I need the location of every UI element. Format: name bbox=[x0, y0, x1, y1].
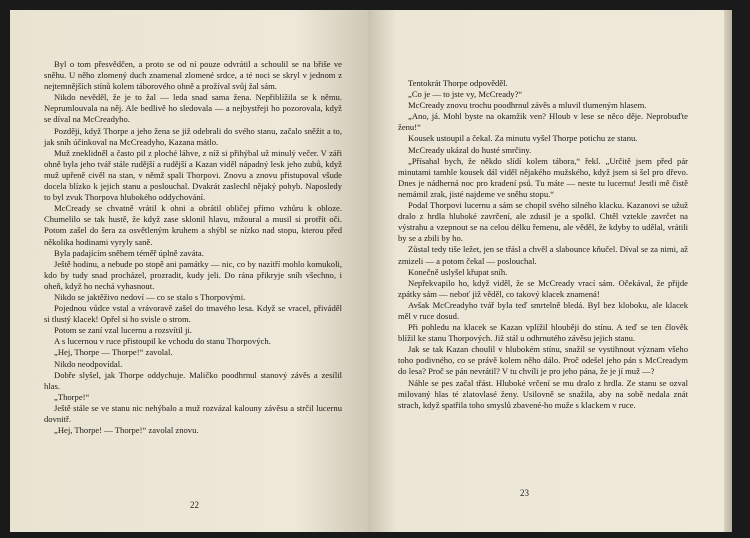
paragraph: „Ano, já. Mohl byste na okamžik ven? Hloub v lese se něco děje. Neprobuďte ženu!“ bbox=[398, 111, 688, 133]
paragraph: Zůstal tedy tiše ležet, jen se třásl a chvěl a slabounce kňučel. Díval se za nimi, až zmizeli — a potom čekal — poslouchal. bbox=[398, 244, 688, 266]
paragraph: Pojednou vůdce vstal a vrávoravě zašel do tmavého lesa. Když se vracel, přiváděl si tlustý klacek! Opřel si ho svisle o strom. bbox=[44, 303, 342, 325]
right-page bbox=[368, 10, 732, 532]
paragraph: „Thorpe!“ bbox=[54, 391, 90, 402]
paragraph: Podal Thorpovi lucernu a sám se chopil svého silného klacku. Kazanovi se užuž dralo z hrdla hluboké zavrčení, ale zdusil je a spolkl. Chtěl vztekle zavrčet na výstrahu a vzepnout se na celou délku řemenu, ale věděl, že kdyby to udělal, vrátili by se a zbili by ho. bbox=[398, 200, 688, 244]
paragraph: Jak se tak Kazan choulil v hlubokém stínu, snažil se vystihnout význam všeho toho podivného, co se právě kolem něho dálo. Proč odešel jeho pán s McCreadym do lesa? Proč se pán nevrátil? V tu chvíli je pro jeho pána, že je jí muž —? bbox=[398, 344, 688, 377]
paragraph: Ještě hodinu, a nebude po stopě ani památky — nic, co by nazítří mohlo komukoli, kdo by tudy snad procházel, prozradit, kudy jeli. Do rána přikryje sníh všechno, i oheň, když ho nechá vyhasnout. bbox=[44, 258, 342, 291]
left-page-text bbox=[44, 59, 342, 436]
paragraph: „Hej, Thorpe! — Thorpe!“ zavolal znovu. bbox=[54, 425, 199, 436]
paragraph: Nepřekvapilo ho, když viděl, že se McCready vrací sám. Očekával, že přijde zpátky sám — neboť již věděl, co takový klacek znamená! bbox=[398, 277, 688, 299]
paragraph: McCready ukázal do husté smrčiny. bbox=[408, 144, 532, 155]
paragraph: „Co je — to jste vy, McCready?“ bbox=[408, 89, 523, 100]
paragraph: Nikdo neodpovídal. bbox=[54, 358, 123, 369]
paragraph: Byl o tom přesvědčen, a proto se od ní pouze odvrátil a schoulil se na břiše ve sněhu. U něho zlomený duch znamenal zlomené srdce, a té noci se skryl v jednom z nejtemnějších stínů kolem táborového ohně a prožíval svůj žal sám. bbox=[44, 59, 342, 92]
paragraph: Avšak McCreadyho tvář byla teď smrtelně bledá. Byl bez kloboku, ale klacek měl v ruce dosud. bbox=[398, 299, 688, 321]
paragraph: McCready se chvatně vrátil k ohni a obrátil obličej přímo vzhůru k obloze. Chumelilo se tak hustě, že když zase sklonil hlavu, mžoural a musil si protřít oči. Potom zašel do šera za osvětleným kruhem a shýbl se nízko nad stopu, kterou před několika hodinami vyryly saně. bbox=[44, 203, 342, 247]
paragraph: Byla padajícím sněhem téměř úplně zaváta. bbox=[54, 247, 204, 258]
paragraph: Dobře slyšel, jak Thorpe oddychuje. Maličko poodhrnul stanový závěs a zesílil hlas. bbox=[44, 369, 342, 391]
paragraph: Náhle se pes začal třást. Hluboké vrčení se mu dralo z hrdla. Ze stanu se ozval milovaný hlas té zlatovlasé ženy. Usilovně se snažila, aby na sobě nedala znát strach, když spatřila toho smyslů zbavené-ho muže s klackem v ruce. bbox=[398, 377, 688, 410]
paragraph: A s lucernou v ruce přistoupil ke vchodu do stanu Thorpových. bbox=[54, 336, 271, 347]
right-page-number: 23 bbox=[520, 488, 529, 498]
paragraph: Při pohledu na klacek se Kazan vplížil hlouběji do stínu. A teď se ten člověk blížil ke stanu Thorpových. Již stál u odhrnutého závěsu jejich stanu. bbox=[398, 322, 688, 344]
left-page-number: 22 bbox=[190, 500, 199, 510]
right-page-text bbox=[398, 78, 688, 411]
left-page bbox=[10, 10, 368, 532]
paragraph: McCready znovu trochu poodhrnul závěs a mluvil tlumeným hlasem. bbox=[408, 100, 647, 111]
paragraph: Konečně uslyšel křupat sníh. bbox=[408, 266, 508, 277]
paragraph: Muž zneklidněl a často pil z ploché láhve, z níž si přihýbal už minulý večer. V záři ohně byla jeho tvář stále rudější a rudější a Kazan viděl nápadný lesk jeho zubů, když muž upřeně civěl na stan, v němž spali Thorpovi. Znovu a znovu přistupoval všude docela blízko k jejich stanu a poslouchal. Dvakrát zaslechl nějaký pohyb. Naposledy to byl zvuk Thorpova hlubokého oddychování. bbox=[44, 147, 342, 203]
paragraph: Tentokrát Thorpe odpověděl. bbox=[408, 78, 508, 88]
paragraph: Nikdo nevěděl, že je to žal — leda snad sama žena. Nepřiblížila se k němu. Neprumlouvala na něj. Ale bedlivě ho sledovala — a nejbystřeji ho pozorovala, když se díval na McCreadyho. bbox=[44, 92, 342, 125]
paragraph: „Přísahal bych, že někdo slídí kolem tábora,“ řekl. „Určitě jsem před pár minutami tamhle kousek dál viděl nějakého mužského, když jsem si šel pro dřevo. Dnes je nádherná noc pro kradení psů. Tu máte — neste tu lucernu! Jestli mě čistě nemámil zrak, jisté najdeme ve sněhu stopu.“ bbox=[398, 155, 688, 199]
paragraph: Potom se zaní vzal lucernu a rozsvítil ji. bbox=[54, 325, 192, 336]
book-spread bbox=[10, 10, 732, 532]
paragraph: Později, když Thorpe a jeho žena se již odebrali do svého stanu, začalo sněžit a to, jak sníh účinkoval na McCreadyho, Kazana mátlo. bbox=[44, 125, 342, 147]
paragraph: Ještě stále se ve stanu nic nehýbalo a muž rozvázal kalouny závěsu a strčil lucernu dovnitř. bbox=[44, 402, 342, 424]
paragraph: Kousek ustoupil a čekal. Za minutu vyšel Thorpe potichu ze stanu. bbox=[408, 133, 638, 144]
paragraph: Nikdo se jaktěživo nedoví — co se stalo s Thorpovými. bbox=[54, 291, 246, 302]
paragraph: „Hej, Thorpe — Thorpe!“ zavolal. bbox=[54, 347, 173, 358]
